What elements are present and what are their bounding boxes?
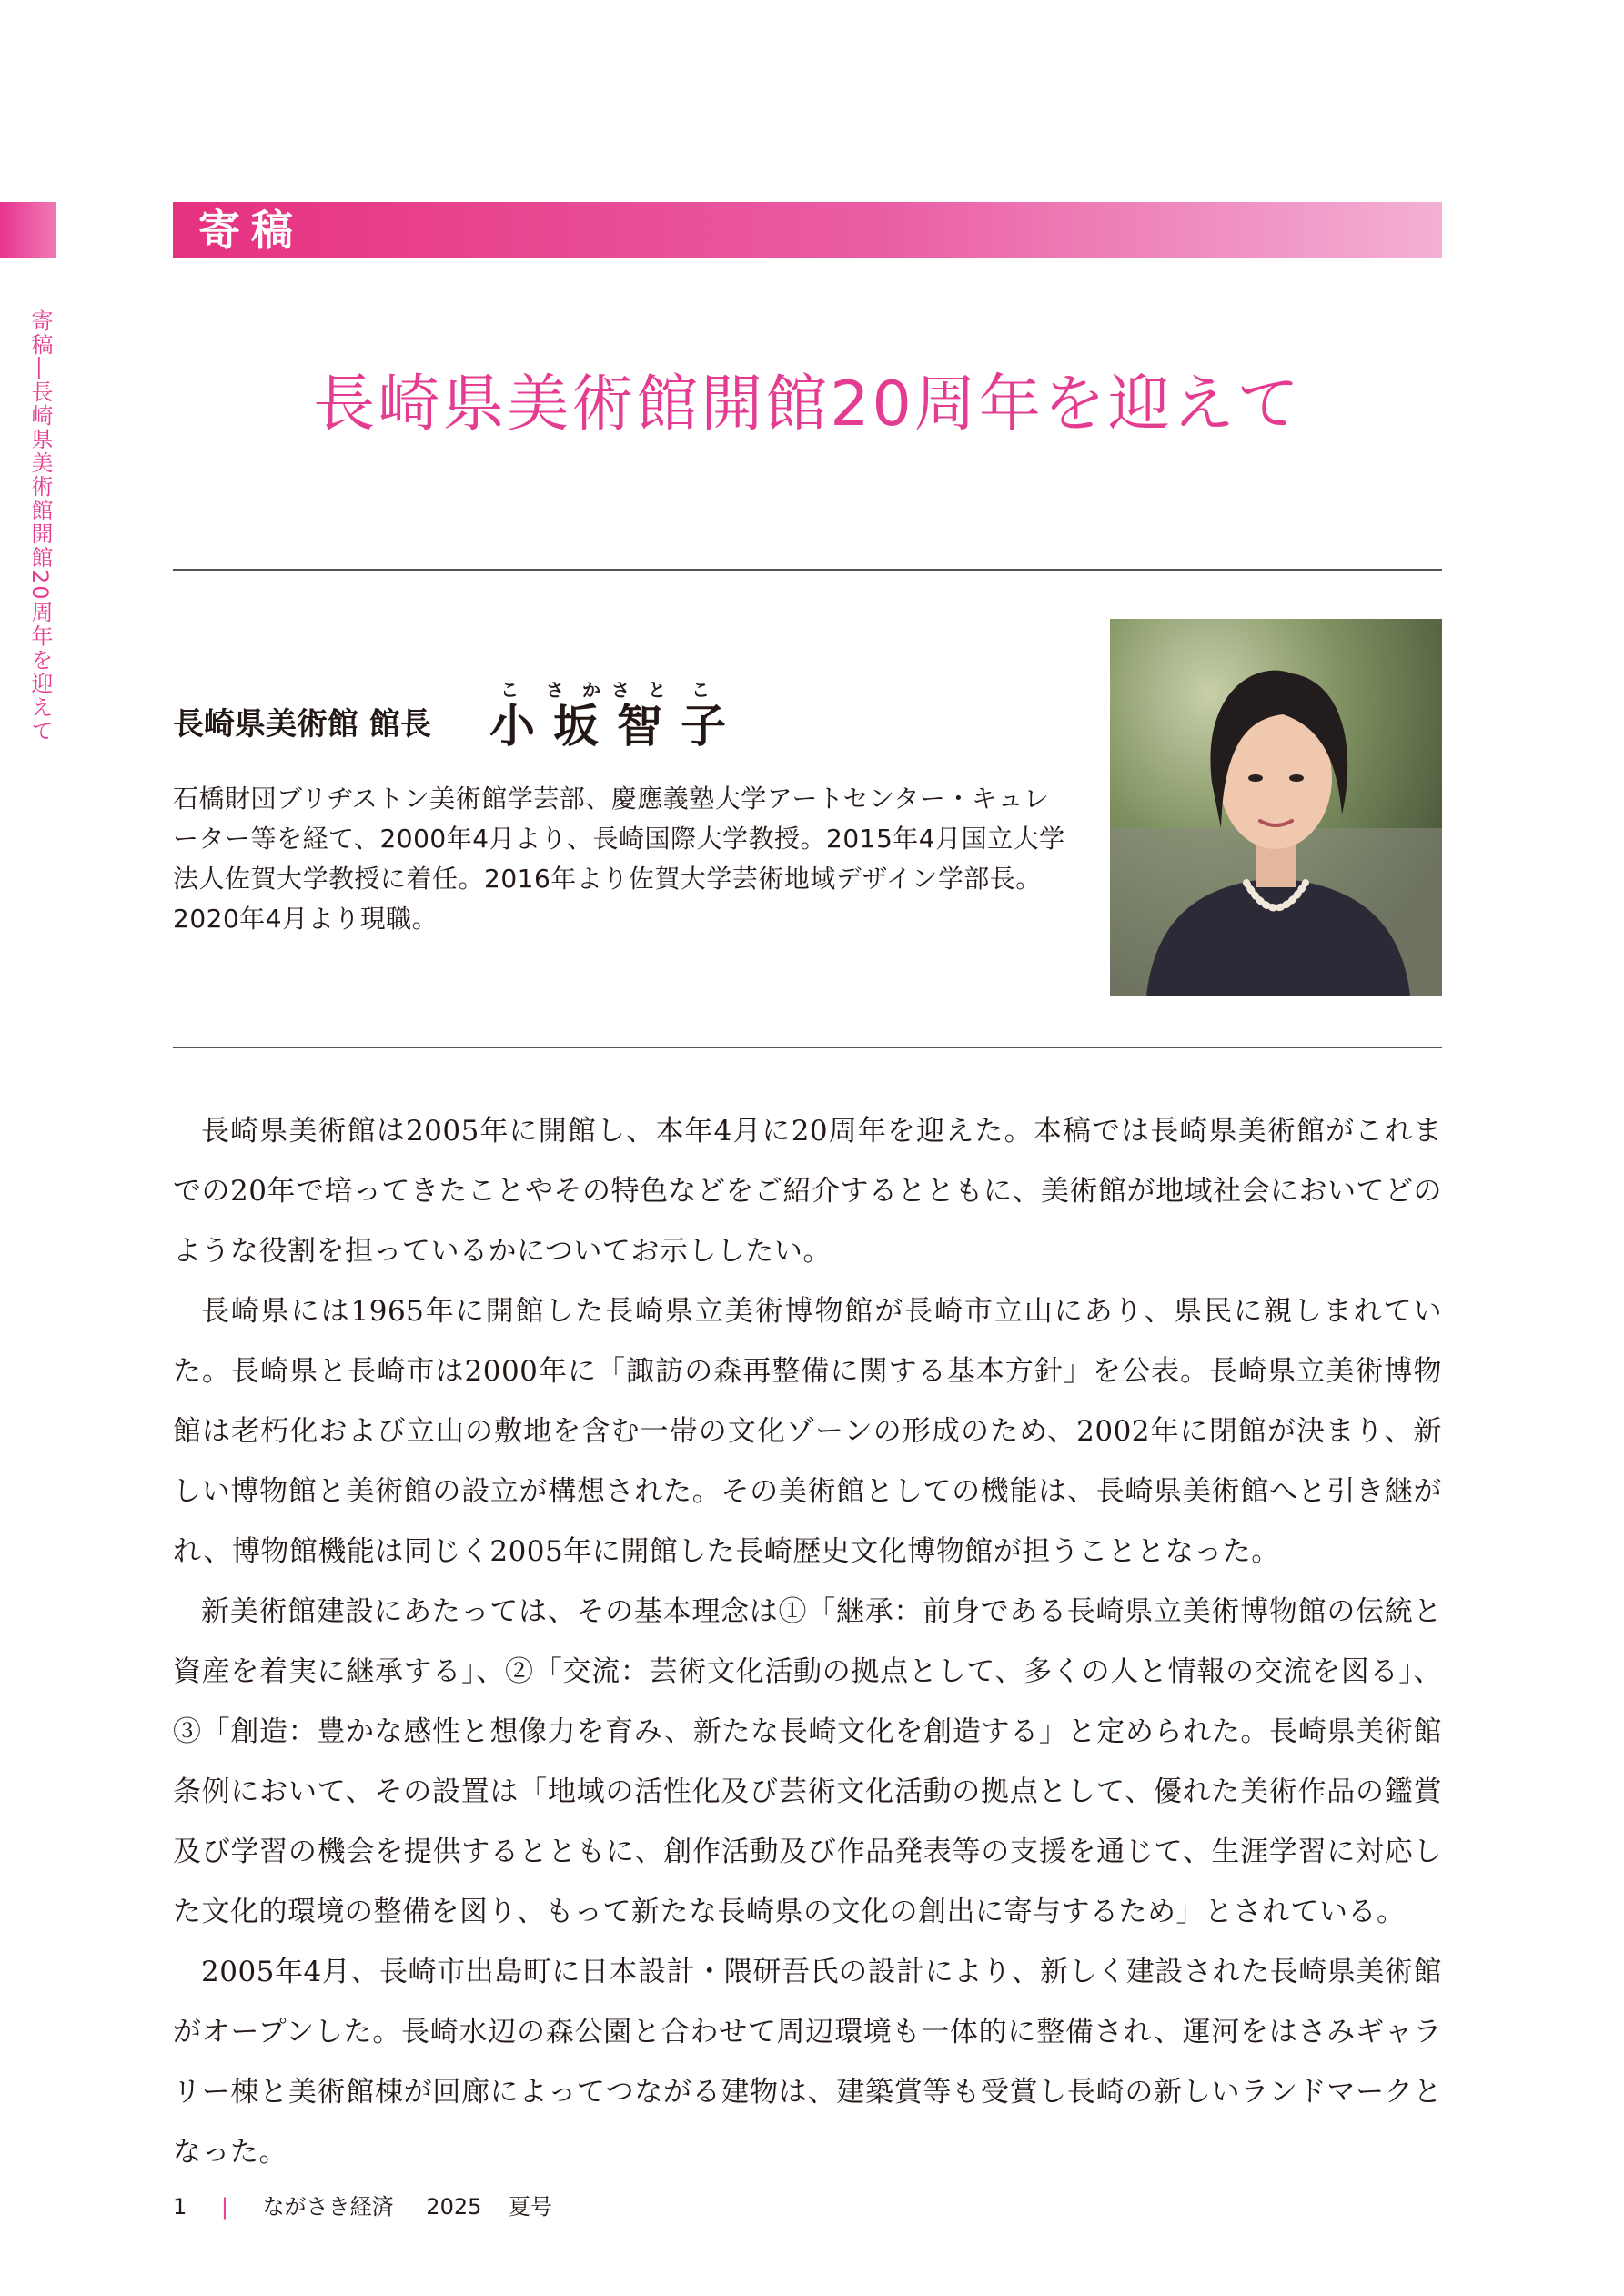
body-paragraph: 2005年4月、長崎市出島町に日本設計・隈研吾氏の設計により、新しく建設された長崎県美術館がオープンした。長崎水辺の森公園と合わせて周辺環境も一体的に整備され、運河をはさみギャラリー棟と美術館棟が回廊によってつながる建物は、建築賞等も受賞し長崎の新しいランドマークとなった。 — [173, 1956, 1442, 2169]
article-title: 長崎県美術館開館20周年を迎えて — [313, 369, 1302, 440]
author-name-block — [489, 679, 744, 753]
body-paragraph: 新美術館建設にあたっては、その基本理念は①「継承：前身である長崎県立美術博物館の伝統と資産を着実に継承する」、②「交流：芸術文化活動の拠点として、多くの人と情報の交流を図る」、③「創造：豊かな感性と想像力を育み、新たな長崎文化を創造する」と定められた。長崎県美術館条例において、その設置は「地域の活性化及び芸術文化活動の拠点として、優れた美術作品の鑑賞及び学習の機会を提供するとともに、創作活動及び作品発表等の支援を通じて、生涯学習に対応した文化的環境の整備を図り、もって新たな長崎県の文化の創出に寄与するため」とされている。 — [173, 1595, 1443, 1928]
issue-year: 2025 — [426, 2194, 482, 2220]
ruby-3: さと — [611, 679, 684, 701]
divider-top — [173, 569, 1442, 571]
ruby-2: さか — [546, 679, 619, 701]
author-bio-text: 石橋財団ブリヂストン美術館学芸部、慶應義塾大学アートセンター・キュレーター等を経て、2000年4月より、長崎国際大学教授。2015年4月国立大学法人佐賀大学教授に着任。2016年より佐賀大学芸術地域デザイン学部長。2020年4月より現職。 — [173, 784, 1065, 934]
article-body — [173, 1101, 1442, 2182]
author-name: 小坂智子 — [489, 700, 744, 753]
side-tab-marker — [0, 202, 56, 258]
footer-separator: | — [220, 2194, 229, 2220]
ruby-1: こ — [500, 679, 537, 701]
divider-bottom — [173, 1047, 1442, 1048]
page-number: 1 — [173, 2194, 187, 2220]
section-banner — [173, 202, 1442, 258]
section-label: 寄稿 — [198, 206, 304, 255]
body-paragraph: 長崎県には1965年に開館した長崎県立美術博物館が長崎市立山にあり、県民に親しまれていた。長崎県と長崎市は2000年に「諏訪の森再整備に関する基本方針」を公表。長崎県立美術博物館は老朽化および立山の敷地を含む一帯の文化ゾーンの形成のため、2002年に閉館が決まり、新しい博物館と美術館の設立が構想された。その美術館としての機能は、長崎県美術館へと引き継がれ、博物館機能は同じく2005年に開館した長崎歴史文化博物館が担うこととなった。 — [173, 1295, 1442, 1568]
ruby-4: こ — [691, 679, 728, 701]
portrait-illustration — [1110, 619, 1442, 996]
author-bio — [173, 779, 1074, 939]
side-running-head: 寄稿―長崎県美術館開館20周年を迎えて — [27, 309, 53, 743]
author-affiliation: 長崎県美術館 館長 — [173, 706, 431, 743]
page-footer — [173, 2193, 552, 2220]
body-paragraph: 長崎県美術館は2005年に開館し、本年4月に20周年を迎えた。本稿では長崎県美術館がこれまでの20年で培ってきたことやその特色などをご紹介するとともに、美術館が地域社会においてどのような役割を担っているかについてお示ししたい。 — [173, 1115, 1442, 1268]
author-portrait — [1110, 619, 1442, 996]
issue-season: 夏号 — [509, 2194, 553, 2220]
publication-name: ながさき経済 — [262, 2194, 394, 2220]
